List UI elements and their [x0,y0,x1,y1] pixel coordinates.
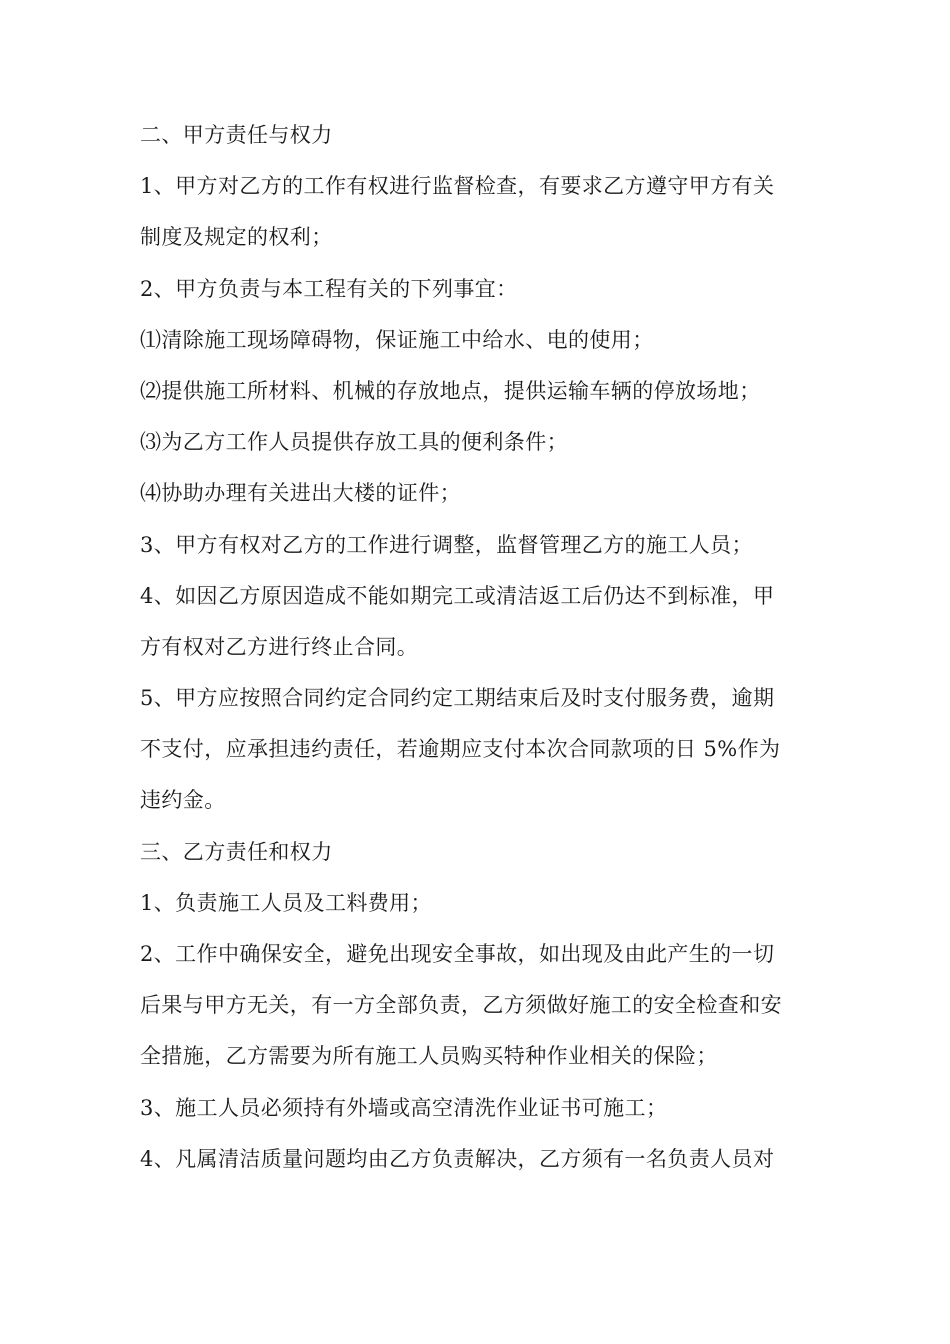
paragraph-line: 5、甲方应按照合同约定合同约定工期结束后及时支付服务费，逾期 [140,686,775,711]
paragraph-line: 方有权对乙方进行终止合同。 [140,634,419,659]
paragraph-line: 3、甲方有权对乙方的工作进行调整，监督管理乙方的施工人员； [140,532,753,557]
paragraph-line: 4、如因乙方原因造成不能如期完工或清洁返工后仍达不到标准，甲 [140,583,775,608]
paragraph-line: 2、工作中确保安全，避免出现安全事故，如出现及由此产生的一切 [140,942,775,966]
list-item: ⑶为乙方工作人员提供存放工具的便利条件； [140,430,568,455]
paragraph-line: 1、负责施工人员及工料费用； [140,890,432,915]
paragraph-line: 后果与甲方无关，有一方全部负责，乙方须做好施工的安全检查和安 [140,993,782,1018]
paragraph-line: 违约金。 [140,788,226,813]
section-heading-party-a: 二、甲方责任与权力 [140,123,333,147]
paragraph-line: 全措施，乙方需要为所有施工人员购买特种作业相关的保险； [140,1044,718,1069]
paragraph-line: 3、施工人员必须持有外墙或高空清洗作业证书可施工； [140,1095,668,1120]
section-heading-party-b: 三、乙方责任和权力 [140,839,333,864]
paragraph-line: 不支付，应承担违约责任，若逾期应支付本次合同款项的日 5%作为 [140,737,781,762]
list-item: ⑷协助办理有关进出大楼的证件； [140,481,461,506]
list-item: ⑵提供施工所材料、机械的存放地点，提供运输车辆的停放场地； [140,378,761,403]
document-body [140,110,820,1185]
paragraph-line: 1、甲方对乙方的工作有权进行监督检查，有要求乙方遵守甲方有关 [140,174,775,199]
list-item: ⑴清除施工现场障碍物，保证施工中给水、电的使用； [140,327,654,352]
paragraph-line: 制度及规定的权利； [140,225,333,250]
paragraph-line: 2、甲方负责与本工程有关的下列事宜： [140,276,518,301]
paragraph-line: 4、凡属清洁质量问题均由乙方负责解决，乙方须有一名负责人员对 [140,1146,775,1171]
